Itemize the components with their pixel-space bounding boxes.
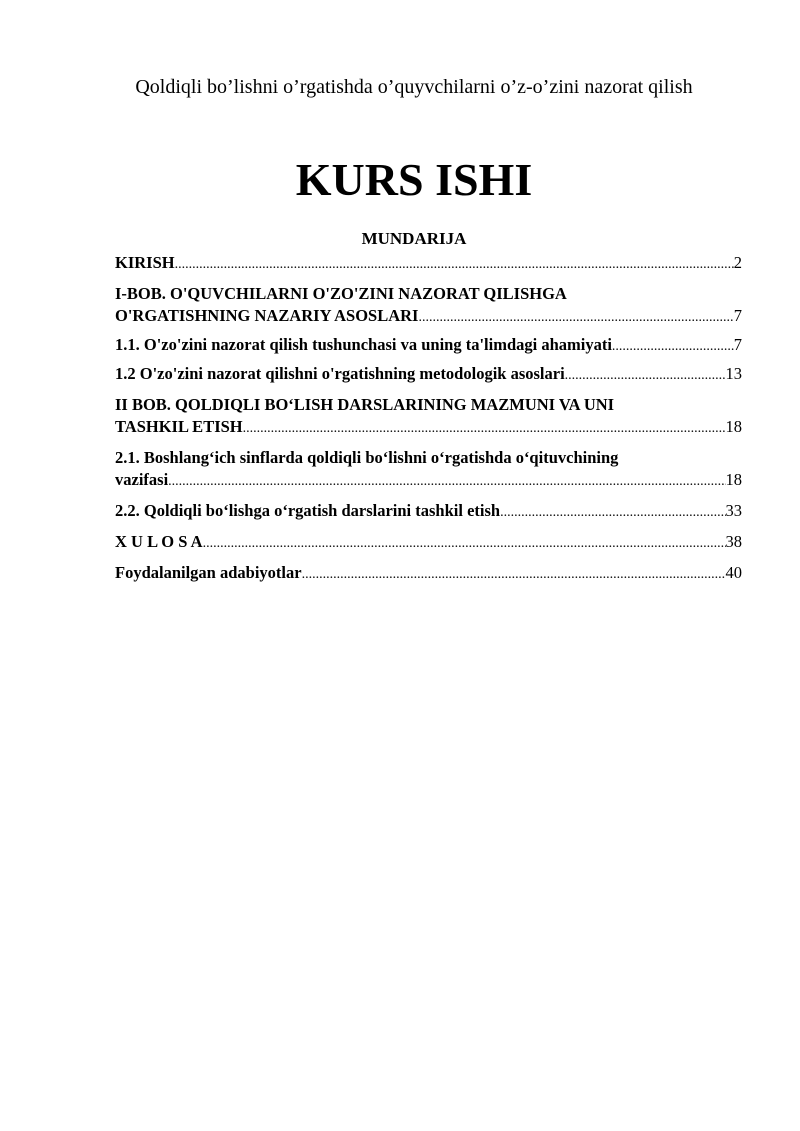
toc-entry-section-1-1[interactable] [115,334,742,358]
toc-entry-title-line: II BOB. QOLDIQLI BO‘LISH DARSLARINING MAZMUNI VA UNI [115,395,615,414]
toc-entry-line [115,416,742,440]
toc-page-number: 33 [725,501,742,520]
toc-dot-leader [203,533,726,555]
table-of-contents [115,252,742,586]
toc-entry-section-2-2[interactable] [115,500,742,524]
toc-dot-leader [500,502,725,524]
toc-entry-references[interactable] [115,562,742,586]
toc-entry-label: 1.2 O'zo'zini nazorat qilishni o'rgatishning metodologik asoslari [115,364,565,383]
toc-dot-leader [168,471,725,493]
toc-dot-leader [243,418,726,440]
document-topic: Qoldiqli bo’lishni o’rgatishda o’quyvchilarni o’z-o’zini nazorat qilish [135,76,693,98]
toc-entry-line [115,531,742,555]
toc-entry-label: KIRISH [115,253,175,272]
toc-entry-label: 2.2. Qoldiqli bo‘lishga o‘rgatish darslarini tashkil etish [115,501,501,520]
toc-page-number: 18 [725,470,742,489]
toc-page-number: 7 [733,306,742,325]
toc-dot-leader [418,307,733,329]
toc-page-number: 13 [725,364,742,383]
toc-entry-label: Foydalanilgan adabiyotlar [115,563,302,582]
toc-page-number: 2 [733,253,742,272]
toc-entry-label: O'RGATISHNING NAZARIY ASOSLARI [115,306,419,325]
toc-entry-line [115,305,742,329]
toc-dot-leader [302,564,726,586]
toc-entry-line [115,252,742,276]
toc-page-number: 7 [733,335,742,354]
toc-page-number: 18 [725,417,742,436]
toc-entry-title-line: I-BOB. O'QUVCHILARNI O'ZO'ZINI NAZORAT QILISHGA [115,284,567,303]
toc-heading: MUNDARIJA [361,229,467,248]
toc-entry-section-2-1[interactable] [115,447,742,493]
toc-entry-chapter-1[interactable] [115,283,742,329]
toc-entry-xulosa[interactable] [115,531,742,555]
toc-entry-line [115,469,742,493]
toc-entry-label: 1.1. O'zo'zini nazorat qilish tushunchasi va uning ta'limdagi ahamiyati [115,335,612,354]
toc-dot-leader [612,336,734,358]
toc-entry-line [115,334,742,358]
toc-entry-line [115,500,742,524]
document-title: KURS ISHI [295,154,533,205]
toc-entry-label: X U L O S A [115,532,203,551]
toc-entry-kirish[interactable] [115,252,742,276]
toc-dot-leader [175,254,734,276]
toc-entry-label: vazifasi [115,470,169,489]
toc-entry-line [115,562,742,586]
toc-dot-leader [565,365,726,387]
toc-page-number: 40 [725,563,742,582]
toc-page-number: 38 [725,532,742,551]
toc-entry-title-line: 2.1. Boshlang‘ich sinflarda qoldiqli bo‘lishni o‘rgatishda o‘qituvchining [115,448,619,467]
toc-entry-line [115,363,742,387]
toc-entry-section-1-2[interactable] [115,363,742,387]
toc-entry-label: TASHKIL ETISH [115,417,243,436]
toc-entry-chapter-2[interactable] [115,394,742,440]
